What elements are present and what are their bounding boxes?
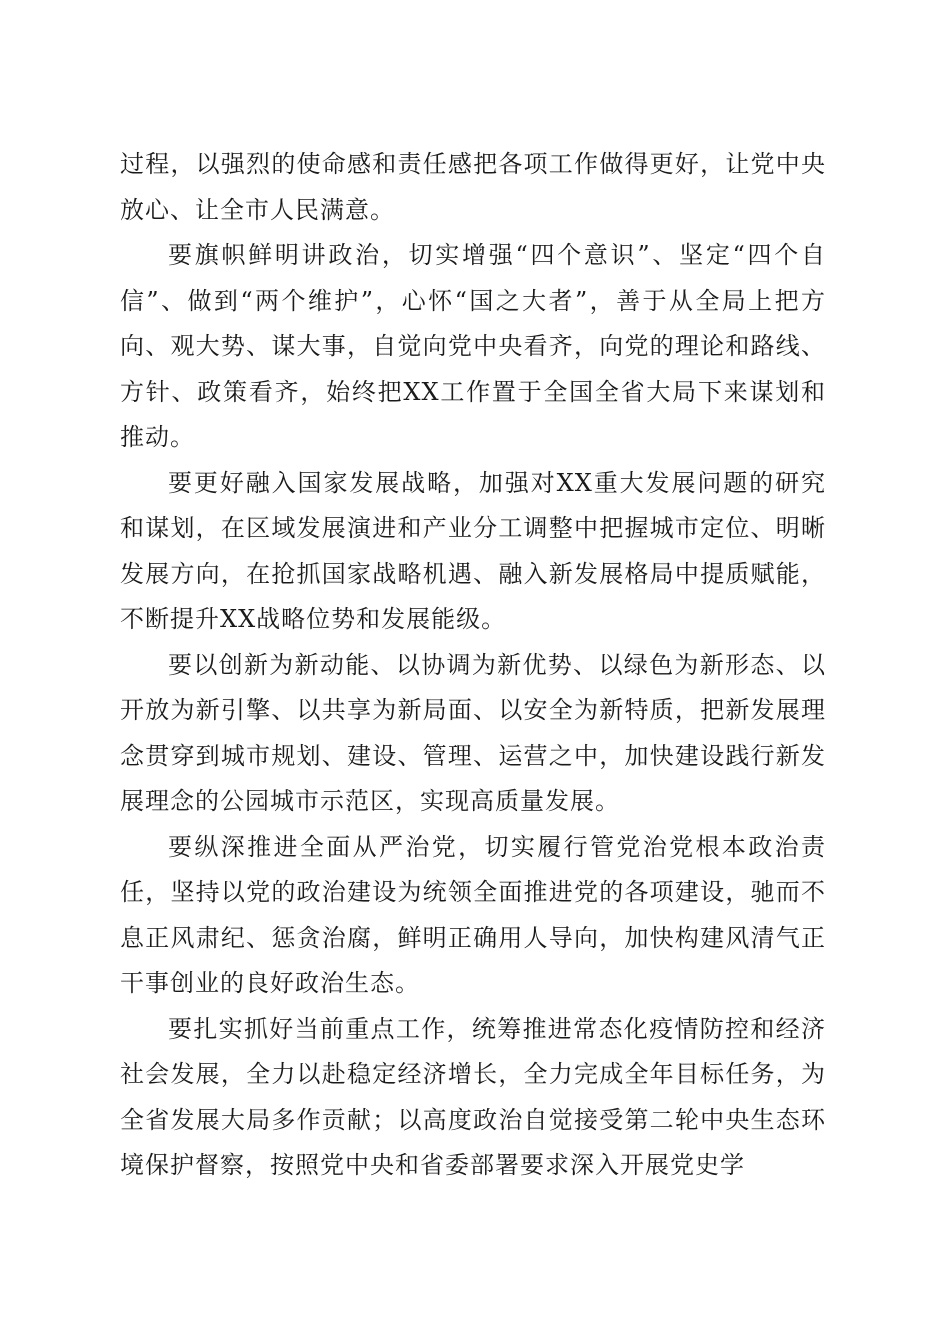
paragraph-1: 过程，以强烈的使命感和责任感把各项工作做得更好，让党中央放心、让全市人民满意。 bbox=[120, 150, 826, 224]
body-text bbox=[120, 142, 826, 1189]
paragraph-6: 要扎实抓好当前重点工作，统筹推进常态化疫情防控和经济社会发展，全力以赴稳定经济增长，全力完成全年目标任务，为全省发展大局多作贡献；以高度政治自觉接受第二轮中央生态环境保护督察，按照党中央和省委部署要求深入开展党史学 bbox=[120, 1014, 826, 1179]
paragraph-5: 要纵深推进全面从严治党，切实履行管党治党根本政治责任，坚持以党的政治建设为统领全面推进党的各项建设，驰而不息正风肃纪、惩贪治腐，鲜明正确用人导向，加快构建风清气正干事创业的良好政治生态。 bbox=[120, 832, 826, 997]
paragraph-2: 要旗帜鲜明讲政治，切实增强“四个意识”、坚定“四个自信”、做到“两个维护”，心怀“国之大者”，善于从全局上把方向、观大势、谋大事，自觉向党中央看齐，向党的理论和路线、方针、政策看齐，始终把XX工作置于全国全省大局下来谋划和推动。 bbox=[120, 241, 826, 451]
paragraph-4: 要以创新为新动能、以协调为新优势、以绿色为新形态、以开放为新引擎、以共享为新局面、以安全为新特质，把新发展理念贯穿到城市规划、建设、管理、运营之中，加快建设践行新发展理念的公园城市示范区，实现高质量发展。 bbox=[120, 650, 826, 815]
paragraph-3: 要更好融入国家发展战略，加强对XX重大发展问题的研究和谋划，在区域发展演进和产业分工调整中把握城市定位、明晰发展方向，在抢抓国家战略机遇、融入新发展格局中提质赋能，不断提升XX战略位势和发展能级。 bbox=[120, 468, 826, 633]
